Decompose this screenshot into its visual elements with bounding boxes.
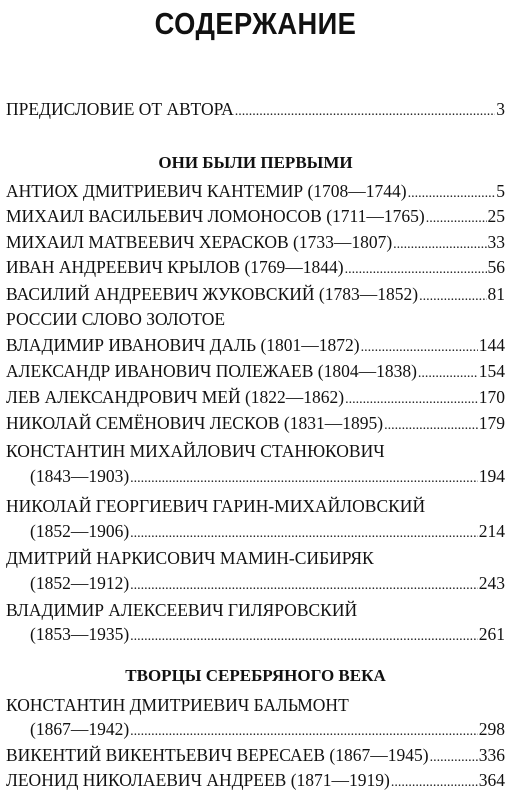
page-title: СОДЕРЖАНИЕ [154,6,357,41]
dot-leader [130,575,478,597]
toc-entry [6,386,505,408]
section-heading: ТВОРЦЫ СЕРЕБРЯНОГО ВЕКА [125,666,386,685]
dot-leader [130,626,478,648]
toc-entry [6,412,505,434]
toc-entry [6,623,505,645]
toc-entry-text: ЛЕВ АЛЕКСАНДРОВИЧ МЕЙ (1822—1862) [6,387,345,407]
dot-leader [419,286,486,308]
page-number: 336 [478,745,505,765]
page-number: 33 [487,232,505,252]
page-number: 25 [487,206,505,226]
page-number: 144 [478,335,505,355]
page-number: 243 [478,573,505,593]
dot-leader [393,234,486,256]
dot-leader [361,337,478,359]
toc-entry [6,360,505,382]
dot-leader [408,183,496,205]
toc-entry-text: РОССИИ СЛОВО ЗОЛОТОЕ [6,309,226,329]
page-number: 170 [478,387,505,407]
toc-entry-title [6,440,505,462]
page-number: 5 [496,181,505,201]
toc-entry-text: МИХАИЛ МАТВЕЕВИЧ ХЕРАСКОВ (1733—1807) [6,232,393,252]
dot-leader [345,259,487,281]
toc-entry [6,231,505,253]
dot-leader [345,389,478,411]
toc-entry-text: ИВАН АНДРЕЕВИЧ КРЫЛОВ (1769—1844) [6,257,344,277]
page-number: 179 [478,413,505,433]
dot-leader [384,415,478,437]
toc-entry [6,520,505,542]
dot-leader [426,208,487,230]
toc-entry [6,718,505,740]
page-number: 261 [478,624,505,644]
dot-leader [235,101,495,123]
toc-entry-text: ЛЕОНИД НИКОЛАЕВИЧ АНДРЕЕВ (1871—1919) [6,770,390,790]
dot-leader [391,772,478,794]
page-number: 194 [478,466,505,486]
toc-entry-text: КОНСТАНТИН МИХАЙЛОВИЧ СТАНЮКОВИЧ [6,441,385,461]
toc-entry [6,283,505,305]
dot-leader [130,468,478,490]
toc-entry-text: ВИКЕНТИЙ ВИКЕНТЬЕВИЧ ВЕРЕСАЕВ (1867—1945) [6,745,429,765]
toc-entry [6,465,505,487]
toc-entry-text: (1852—1912) [30,573,130,593]
page-number: 214 [478,521,505,541]
toc-entry [6,744,505,766]
toc-entry [6,98,505,120]
toc-entry [6,256,505,278]
page-number: 81 [487,284,505,304]
toc-entry-text: ВЛАДИМИР ИВАНОВИЧ ДАЛЬ (1801—1872) [6,335,360,355]
page-number: 56 [487,257,505,277]
toc-entry [6,180,505,202]
page-number: 3 [496,99,505,119]
page-number: 364 [478,770,505,790]
toc-entry [6,334,505,356]
toc-entry-text: (1852—1906) [30,521,130,541]
toc-entry [6,572,505,594]
toc-entry-text: КОНСТАНТИН ДМИТРИЕВИЧ БАЛЬМОНТ [6,695,349,715]
toc-entry-title [6,547,505,569]
toc-entry-text: МИХАИЛ ВАСИЛЬЕВИЧ ЛОМОНОСОВ (1711—1765) [6,206,425,226]
toc-entry-text: ВАСИЛИЙ АНДРЕЕВИЧ ЖУКОВСКИЙ (1783—1852) [6,284,419,304]
toc-entry [6,205,505,227]
toc-entry-text: АНТИОХ ДМИТРИЕВИЧ КАНТЕМИР (1708—1744) [6,181,407,201]
toc-entry-title [6,599,505,621]
toc-entry-text: (1853—1935) [30,624,130,644]
toc-entry [6,769,505,791]
toc-entry-text: (1843—1903) [30,466,130,486]
dot-leader [430,747,478,769]
toc-entry-title [6,308,505,330]
toc-entry-text: ПРЕДИСЛОВИЕ ОТ АВТОРА [6,99,234,119]
page-number: 154 [478,361,505,381]
toc-entry-title [6,495,505,517]
section-heading: ОНИ БЫЛИ ПЕРВЫМИ [158,153,353,172]
toc-entry-text: НИКОЛАЙ СЕМЁНОВИЧ ЛЕСКОВ (1831—1895) [6,413,384,433]
toc-entry-text: (1867—1942) [30,719,130,739]
toc-entry-text: НИКОЛАЙ ГЕОРГИЕВИЧ ГАРИН-МИХАЙЛОВСКИЙ [6,496,426,516]
dot-leader [418,363,478,385]
dot-leader [130,523,478,545]
toc-entry-text: АЛЕКСАНДР ИВАНОВИЧ ПОЛЕЖАЕВ (1804—1838) [6,361,417,381]
page-number: 298 [478,719,505,739]
dot-leader [130,721,478,743]
toc-entry-title [6,694,505,716]
toc-entry-text: ДМИТРИЙ НАРКИСОВИЧ МАМИН-СИБИРЯК [6,548,374,568]
toc-entry-text: ВЛАДИМИР АЛЕКСЕЕВИЧ ГИЛЯРОВСКИЙ [6,600,358,620]
